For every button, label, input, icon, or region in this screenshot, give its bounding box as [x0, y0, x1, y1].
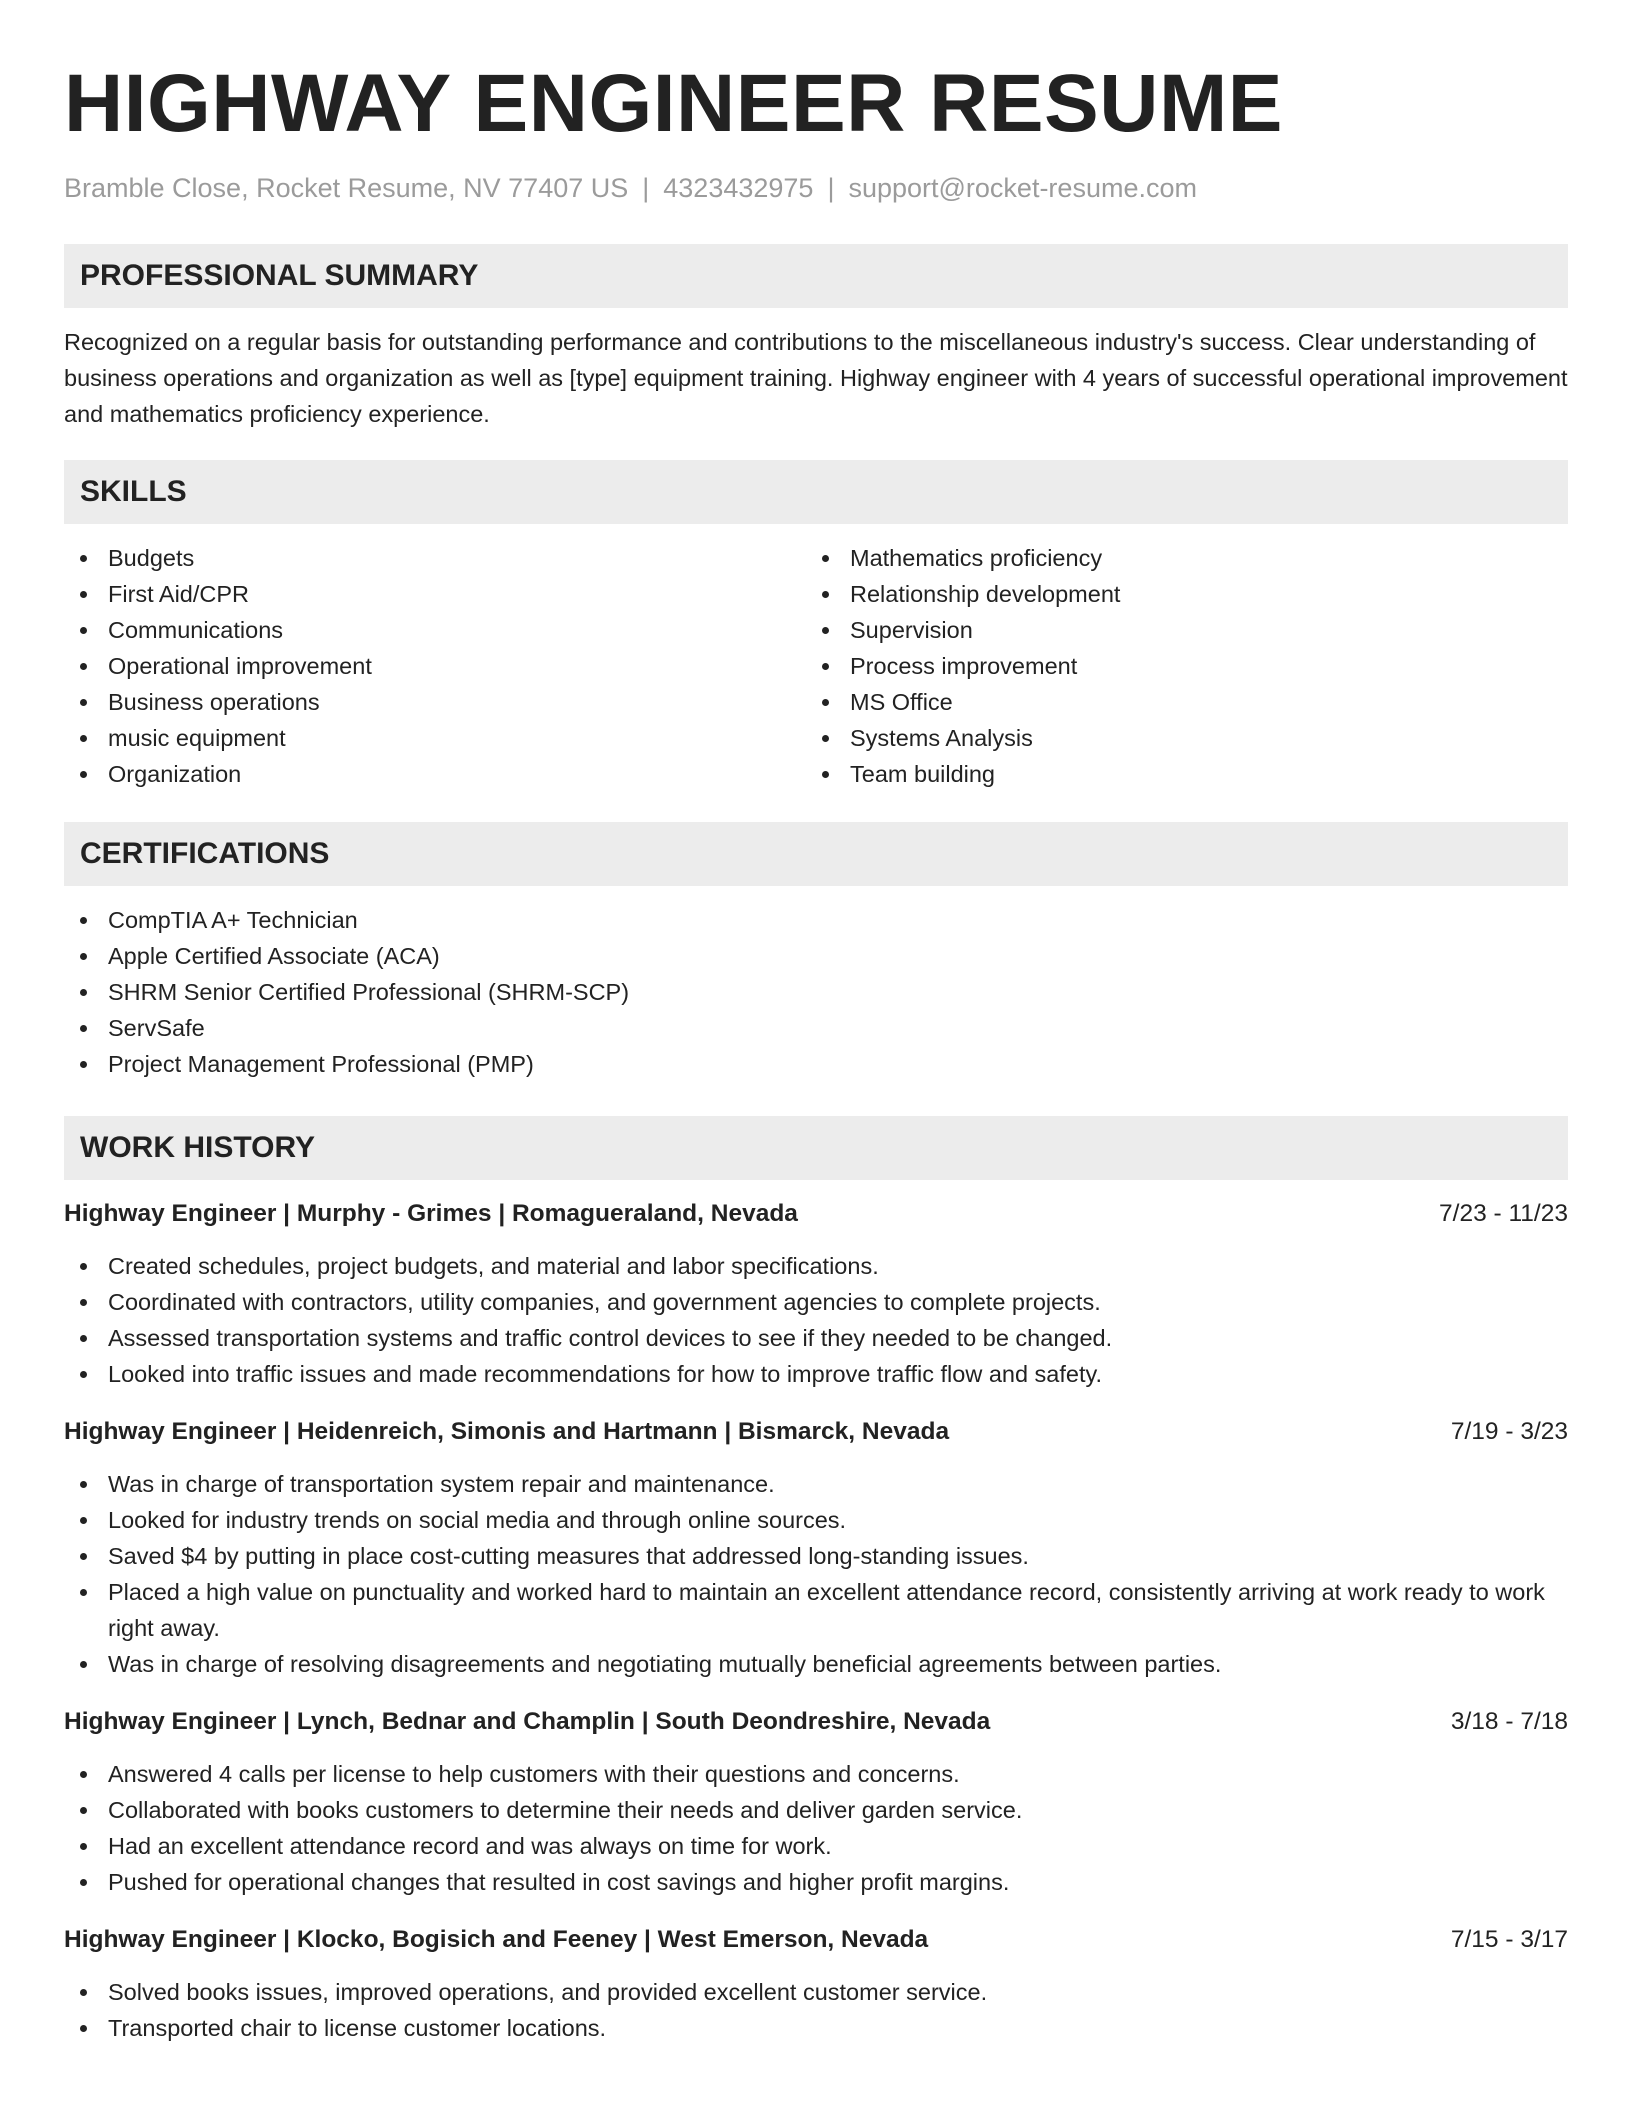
job-entry [64, 1922, 1568, 2046]
contact-phone: 4323432975 [663, 173, 814, 203]
list-item: Team building [806, 756, 1548, 792]
list-item: Looked for industry trends on social media and through online sources. [64, 1502, 1568, 1538]
list-item: Placed a high value on punctuality and worked hard to maintain an excellent attendance record, consistently arriving at work ready to work right away. [64, 1574, 1568, 1646]
list-item: Organization [64, 756, 806, 792]
list-item: Process improvement [806, 648, 1548, 684]
skills-list [64, 540, 1568, 792]
list-item: Budgets [64, 540, 806, 576]
list-item: Answered 4 calls per license to help customers with their questions and concerns. [64, 1756, 1568, 1792]
job-entry [64, 1414, 1568, 1682]
list-item: Transported chair to license customer locations. [64, 2010, 1568, 2046]
list-item: Had an excellent attendance record and was always on time for work. [64, 1828, 1568, 1864]
list-item: SHRM Senior Certified Professional (SHRM-SCP) [64, 974, 1568, 1010]
list-item: Created schedules, project budgets, and material and labor specifications. [64, 1248, 1568, 1284]
list-item: Looked into traffic issues and made recommendations for how to improve traffic flow and safety. [64, 1356, 1568, 1392]
contact-line [64, 170, 1568, 206]
list-item: Supervision [806, 612, 1548, 648]
list-item: music equipment [64, 720, 806, 756]
certifications-list [64, 902, 1568, 1082]
job-dates: 7/23 - 11/23 [1439, 1200, 1568, 1227]
job-title: Highway Engineer | Heidenreich, Simonis and Hartmann | Bismarck, Nevada [64, 1418, 950, 1445]
list-item: Mathematics proficiency [806, 540, 1548, 576]
list-item: Business operations [64, 684, 806, 720]
resume-page [64, 0, 1568, 2046]
section-heading-certifications: CERTIFICATIONS [64, 822, 1568, 886]
list-item: Project Management Professional (PMP) [64, 1046, 1568, 1082]
contact-separator: | [827, 173, 835, 203]
job-duties [64, 1974, 1568, 2046]
job-duties [64, 1466, 1568, 1682]
job-dates: 7/15 - 3/17 [1450, 1926, 1568, 1953]
list-item: Apple Certified Associate (ACA) [64, 938, 1568, 974]
list-item: Collaborated with books customers to determine their needs and deliver garden service. [64, 1792, 1568, 1828]
list-item: Was in charge of transportation system repair and maintenance. [64, 1466, 1568, 1502]
list-item: Operational improvement [64, 648, 806, 684]
list-item: Pushed for operational changes that resulted in cost savings and higher profit margins. [64, 1864, 1568, 1900]
contact-separator: | [642, 173, 650, 203]
list-item: Relationship development [806, 576, 1548, 612]
job-header [64, 1196, 1568, 1232]
list-item: MS Office [806, 684, 1548, 720]
job-title: Highway Engineer | Klocko, Bogisich and Feeney | West Emerson, Nevada [64, 1926, 929, 1953]
list-item: First Aid/CPR [64, 576, 806, 612]
list-item: Solved books issues, improved operations, and provided excellent customer service. [64, 1974, 1568, 2010]
skills-column-right [806, 540, 1548, 792]
job-title: Highway Engineer | Murphy - Grimes | Romagueraland, Nevada [64, 1200, 798, 1227]
job-duties [64, 1756, 1568, 1900]
job-header [64, 1704, 1568, 1740]
section-heading-skills: SKILLS [64, 460, 1568, 524]
job-entry [64, 1704, 1568, 1900]
job-header [64, 1414, 1568, 1450]
list-item: Systems Analysis [806, 720, 1548, 756]
list-item: Assessed transportation systems and traffic control devices to see if they needed to be changed. [64, 1320, 1568, 1356]
list-item: Saved $4 by putting in place cost-cutting measures that addressed long-standing issues. [64, 1538, 1568, 1574]
contact-address: Bramble Close, Rocket Resume, NV 77407 US [64, 173, 629, 203]
job-dates: 3/18 - 7/18 [1450, 1708, 1568, 1735]
job-dates: 7/19 - 3/23 [1450, 1418, 1568, 1445]
list-item: ServSafe [64, 1010, 1568, 1046]
job-entry [64, 1196, 1568, 1392]
summary-text: Recognized on a regular basis for outstanding performance and contributions to the miscellaneous industry's success. Clear understanding of business operations and organization as well as [type] equipment training. Highway engineer with 4 years of successful operational improvement and mathematics proficiency experience. [64, 329, 1568, 427]
skills-column-left [64, 540, 806, 792]
list-item: Coordinated with contractors, utility companies, and government agencies to complete projects. [64, 1284, 1568, 1320]
list-item: Communications [64, 612, 806, 648]
job-title: Highway Engineer | Lynch, Bednar and Champlin | South Deondreshire, Nevada [64, 1708, 991, 1735]
job-duties [64, 1248, 1568, 1392]
section-heading-work-history: WORK HISTORY [64, 1116, 1568, 1180]
resume-title: HIGHWAY ENGINEER RESUME [64, 58, 1283, 149]
list-item: CompTIA A+ Technician [64, 902, 1568, 938]
section-heading-summary: PROFESSIONAL SUMMARY [64, 244, 1568, 308]
job-header [64, 1922, 1568, 1958]
list-item: Was in charge of resolving disagreements and negotiating mutually beneficial agreements between parties. [64, 1646, 1568, 1682]
contact-email: support@rocket-resume.com [848, 173, 1197, 203]
